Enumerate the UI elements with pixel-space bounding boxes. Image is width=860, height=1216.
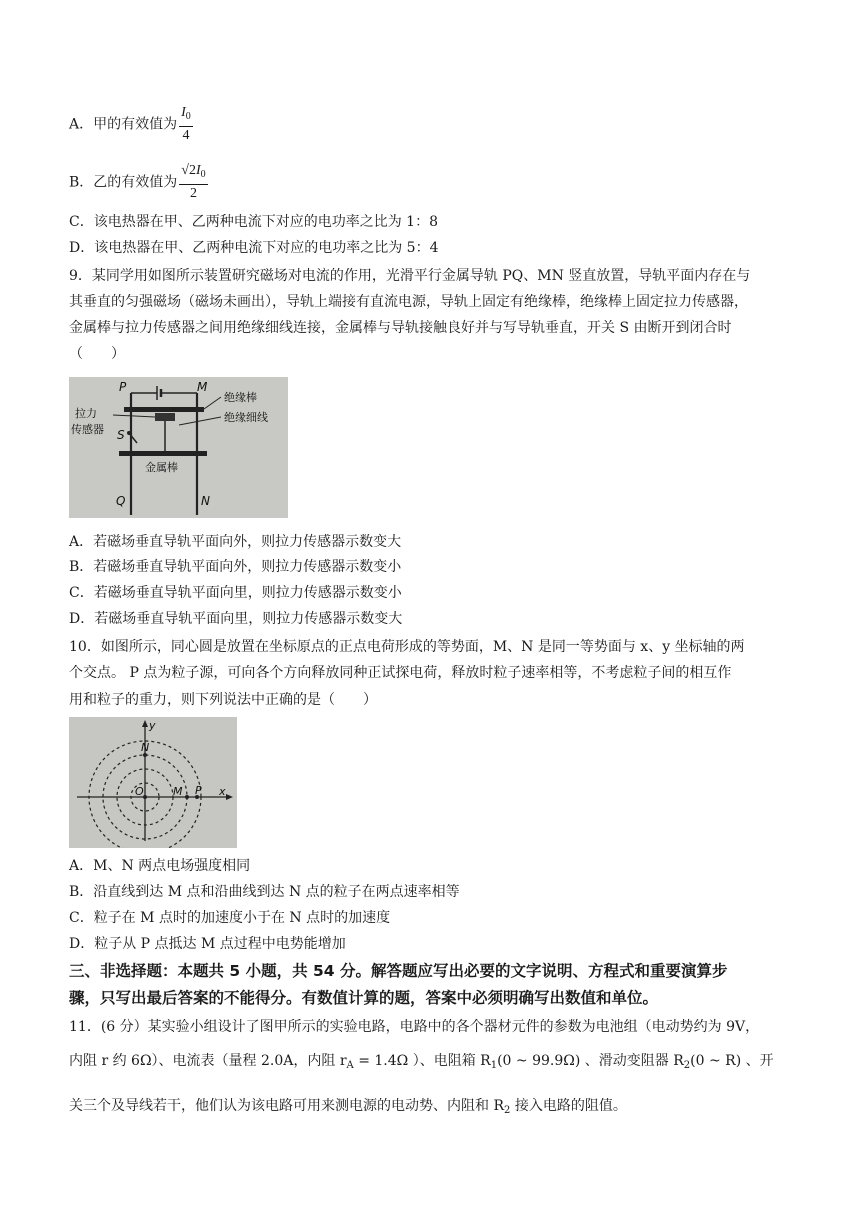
fig9-label-insulating-rod: 绝缘棒	[224, 391, 257, 404]
q11-line2-sub-2: 2	[683, 1060, 691, 1071]
fig9-label-q: Q	[116, 494, 126, 508]
q11-line2-sub-a: A	[346, 1060, 354, 1071]
q10-stem-line1: 10．如图所示，同心圆是放置在坐标原点的正点电荷形成的等势面，M、N 是同一等势面与 x、y 坐标轴的两	[69, 639, 745, 655]
q9-stem-line2: 其垂直的匀强磁场（磁场未画出），导轨上端接有直流电源，导轨上固定有绝缘棒，绝缘棒上固定拉力传感器，	[69, 294, 748, 310]
fig9-label-m: M	[197, 380, 208, 394]
frac-num: I	[181, 105, 186, 120]
fig10-label-o: O	[135, 785, 144, 798]
q11-line2-a: 内阻 r 约 6Ω）、电流表（量程 2.0A，内阻 r	[69, 1053, 347, 1069]
q10-figure	[69, 717, 237, 848]
q11-line2-b: = 1.4Ω ）、电阻箱 R	[353, 1053, 491, 1069]
q11-line2-c: (0 ~ 99.9Ω) 、滑动变阻器 R	[497, 1053, 684, 1069]
q9-stem-line4: （ ）	[69, 346, 125, 362]
q10-option-a: A．M、N 两点电场强度相同	[69, 858, 251, 874]
q10-stem-line2: 个交点。 P 点为粒子源，可向各个方向释放同种正试探电荷，释放时粒子速率相等，不考虑粒子间的相互作	[69, 665, 732, 681]
fig9-label-s: S	[117, 428, 125, 442]
frac-den: 2	[189, 186, 197, 201]
q9-option-c: C．若磁场垂直导轨平面向里，则拉力传感器示数变小	[69, 585, 402, 601]
fig9-label-insulating-thread: 绝缘细线	[224, 411, 268, 424]
fig10-label-y: y	[149, 719, 156, 732]
q11-line3	[69, 1096, 627, 1121]
q8-option-c: C．该电热器在甲、乙两种电流下对应的电功率之比为 1：8	[69, 214, 438, 230]
q9-option-b: B．若磁场垂直导轨平面向外，则拉力传感器示数变小	[69, 559, 402, 575]
fig9-label-p: P	[119, 380, 127, 394]
q11-line3-b: 接入电路的阻值。	[510, 1098, 627, 1114]
q8-option-d: D．该电热器在甲、乙两种电流下对应的电功率之比为 5：4	[69, 240, 439, 256]
q11-line2	[69, 1051, 774, 1076]
section3-heading-line1: 三、非选择题：本题共 5 小题，共 54 分。解答题应写出必要的文字说明、方程式和重要演算步	[69, 962, 728, 980]
q9-stem-line3: 金属棒与拉力传感器之间用绝缘细线连接，金属棒与导轨接触良好并与写导轨垂直，开关 S 由断开到闭合时	[69, 320, 732, 336]
fig10-label-n: N	[141, 741, 150, 754]
q11-line3-a: 关三个及导线若干，他们认为该电路可用来测电源的电动势、内阻和 R	[69, 1098, 504, 1114]
frac-num-sub: 0	[200, 169, 206, 180]
q9-stem-line1: 9．某同学用如图所示装置研究磁场对电流的作用，光滑平行金属导轨 PQ、MN 竖直放置，导轨平面内存在与	[69, 268, 751, 284]
q10-option-d: D．粒子从 P 点抵达 M 点过程中电势能增加	[69, 936, 346, 952]
frac-den: 4	[182, 128, 190, 143]
fig10-label-p: P	[195, 784, 202, 797]
q10-option-b: B．沿直线到达 M 点和沿曲线到达 N 点的粒子在两点速率相等	[69, 884, 460, 900]
fig9-label-sensor-1: 拉力	[75, 407, 97, 420]
q9-figure	[69, 377, 288, 518]
q11-line1: 11．(6 分）某实验小组设计了图甲所示的实验电路，电路中的各个器材元件的参数为电池组（电动势约为 9V，	[69, 1019, 760, 1035]
frac-num-root: √2	[181, 163, 196, 178]
fraction-root2-i0-over-2	[179, 162, 207, 203]
fig9-label-sensor-2: 传感器	[71, 423, 104, 436]
q9-option-d: D．若磁场垂直导轨平面向里，则拉力传感器示数变大	[69, 611, 403, 627]
fig10-label-m: M	[173, 785, 183, 798]
frac-num-i: I	[195, 163, 201, 178]
q11-line2-sub-1: 1	[490, 1060, 498, 1071]
q10-stem-line3: 用和粒子的重力，则下列说法中正确的是（ ）	[69, 692, 377, 708]
fig9-label-metal-rod: 金属棒	[145, 461, 178, 474]
q8-option-b-text: B．乙的有效值为	[69, 174, 178, 191]
q10-option-c: C．粒子在 M 点时的加速度小于在 N 点时的加速度	[69, 910, 391, 926]
q8-option-a	[69, 104, 193, 145]
fraction-i0-over-4	[179, 104, 193, 145]
fig10-label-x: x	[219, 785, 226, 798]
q8-option-b	[69, 162, 208, 203]
section3-heading-line2: 骤，只写出最后答案的不能得分。有数值计算的题，答案中必须明确写出数值和单位。	[69, 989, 659, 1007]
q11-line2-d: (0 ~ R) 、开	[690, 1053, 774, 1069]
frac-num-sub: 0	[185, 111, 191, 122]
fig9-label-n: N	[201, 494, 210, 508]
q11-line3-sub: 2	[504, 1105, 511, 1116]
q9-option-a: A．若磁场垂直导轨平面向外，则拉力传感器示数变大	[69, 534, 402, 550]
q8-option-a-text: A．甲的有效值为	[69, 116, 178, 133]
